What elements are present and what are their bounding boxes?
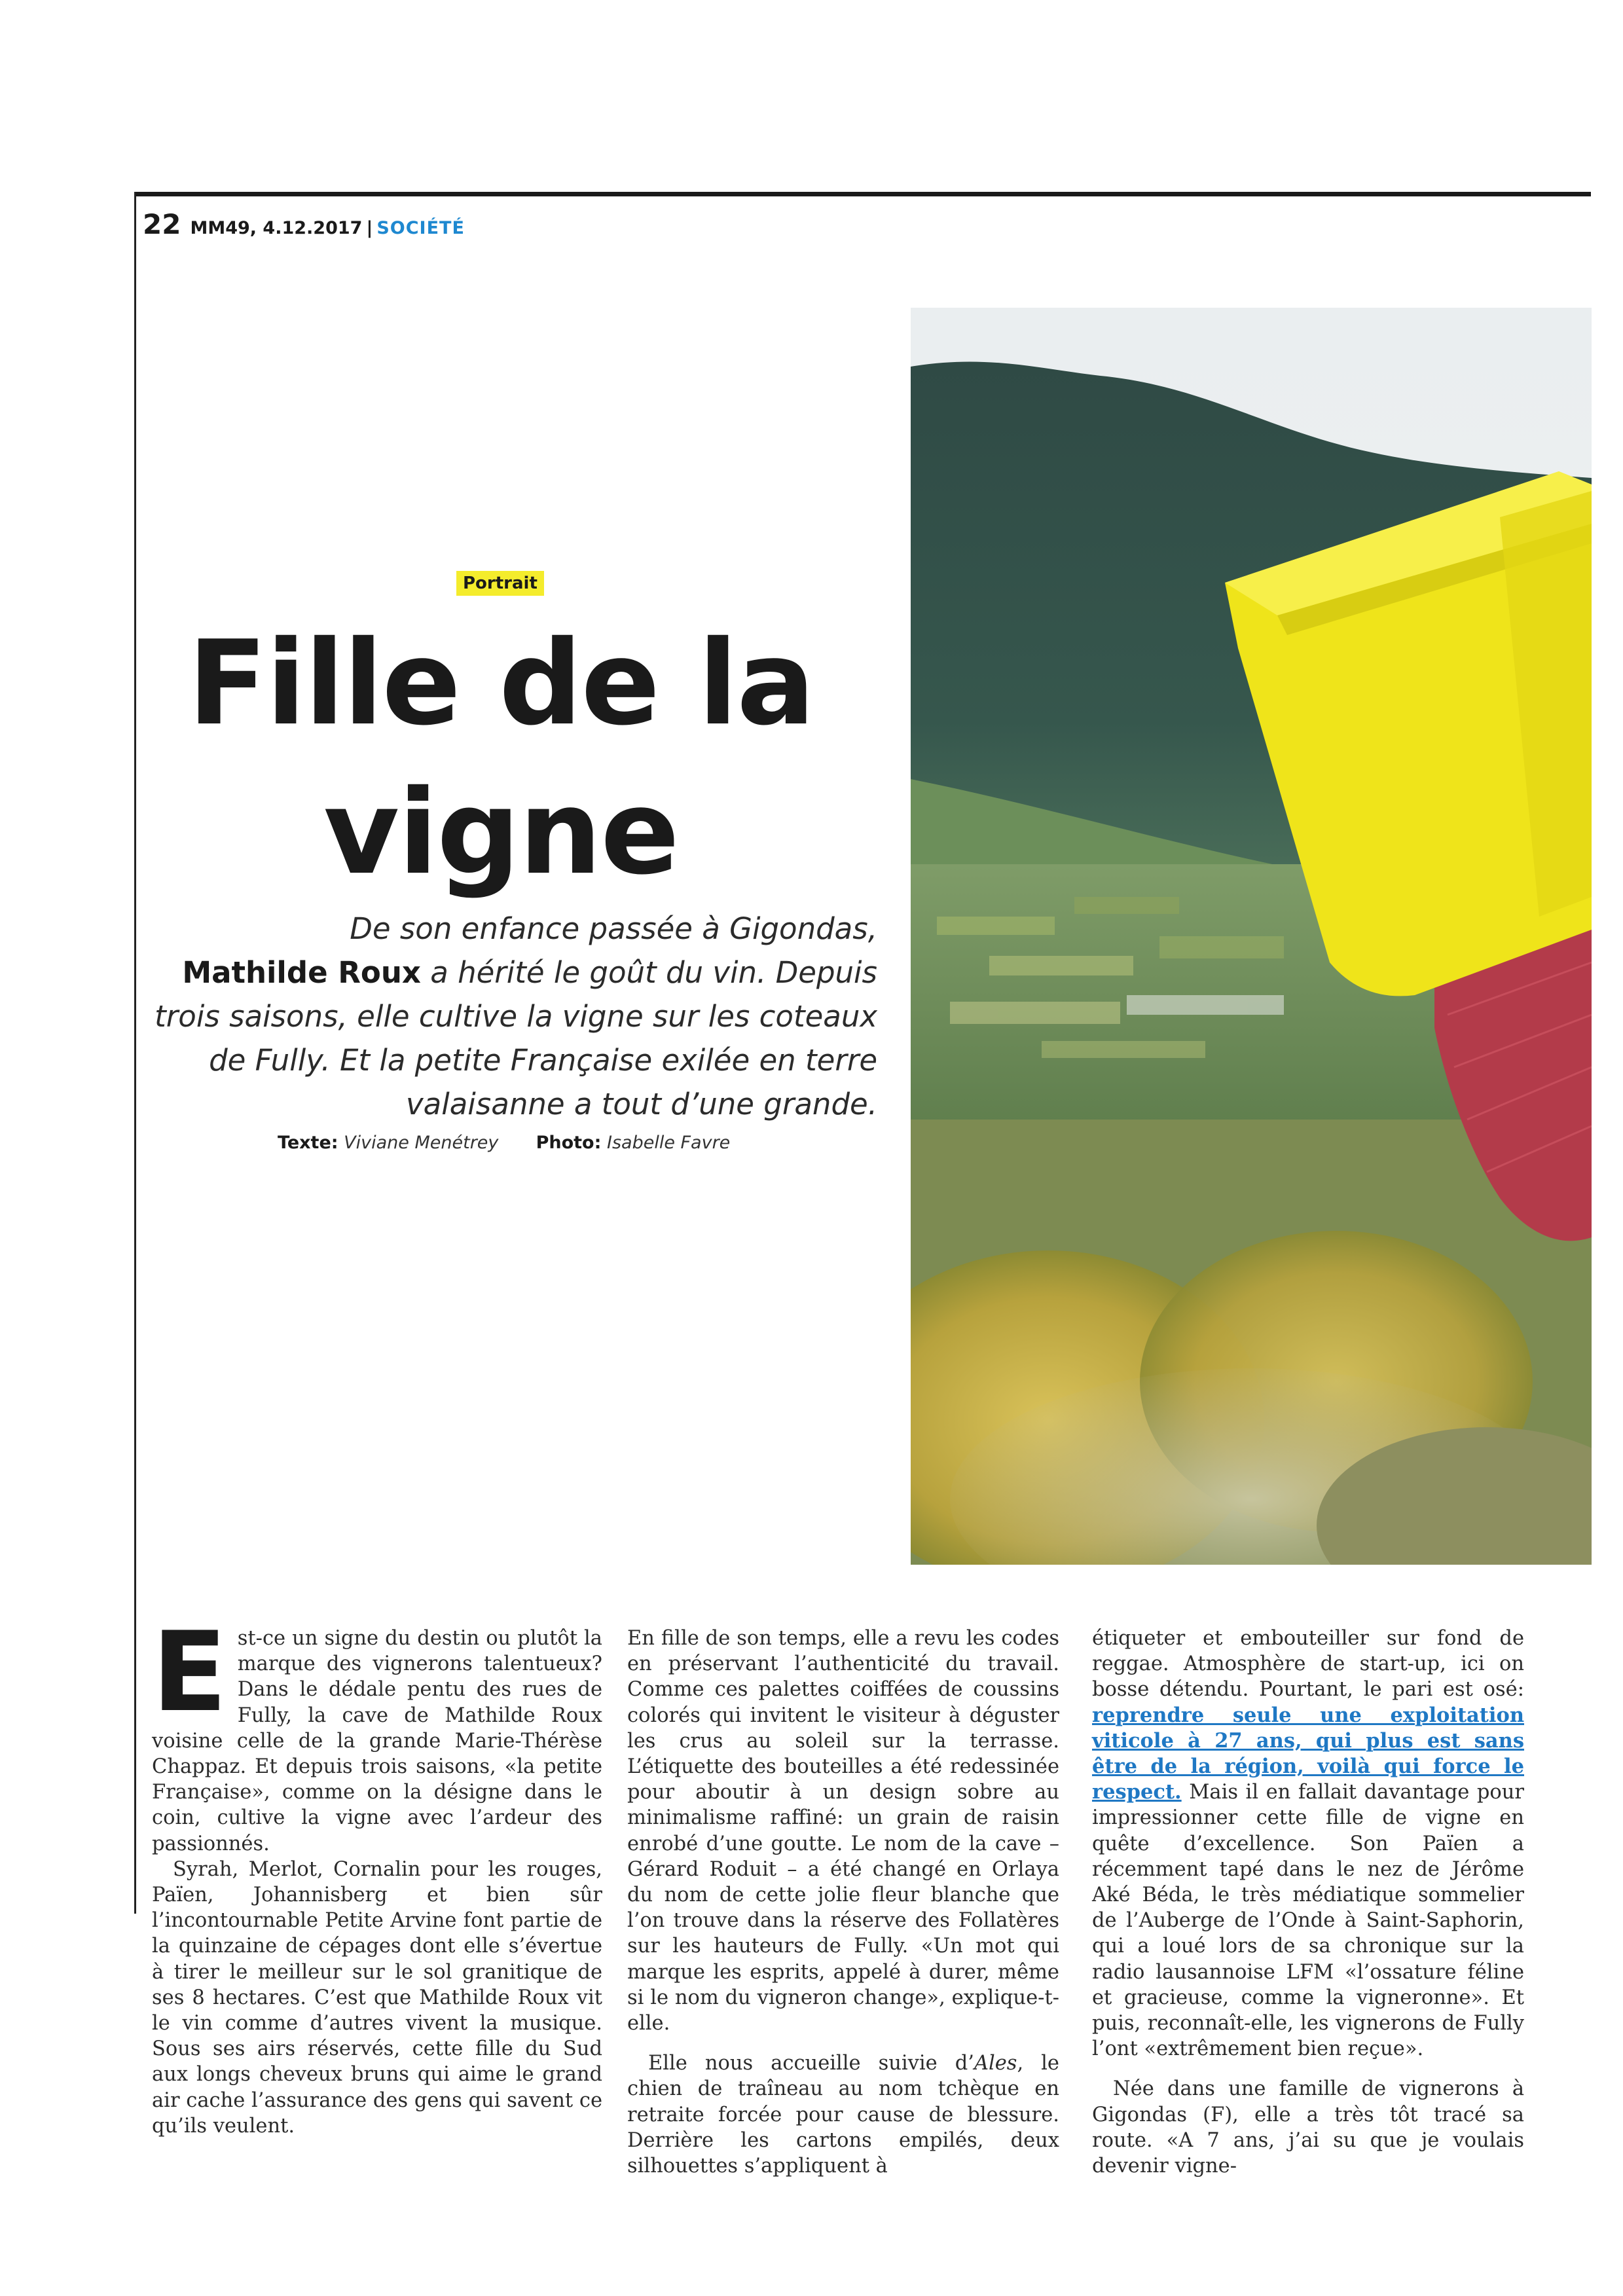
credit-text-name: Viviane Menétrey <box>344 1133 499 1153</box>
dog-name: Ales <box>974 2052 1017 2075</box>
credit-text-label: Texte: <box>278 1133 338 1153</box>
paragraph-1: st-ce un signe du destin ou plutôt la marque des vignerons talentueux? Dans le dédale pentu des rues de Fully, la cave de Mathilde Roux voisine celle de la grande Marie-Thérèse Chappaz. Et depuis trois saisons, «la petite Française», comme on la désigne dans le coin, cultive la vigne avec l’ardeur des passionnés. <box>152 1627 602 1855</box>
lead-part-2: a hérité le goût du vin. Depuis trois saisons, elle cultive la vigne sur les coteaux de Fully. Et la petite Française exilée en terre valaisanne a tout d’une grande. <box>155 955 877 1121</box>
section-label: SOCIÉTÉ <box>376 218 465 238</box>
article-kicker: Portrait <box>456 571 544 596</box>
highlighted-quote: reprendre seule une exploitation viticole à 27 ans, qui plus est sans être de la région, voilà qui force le respect. <box>1092 1703 1524 1804</box>
page-number: 22 <box>143 208 181 240</box>
page-header <box>143 208 465 240</box>
paragraph-5 <box>1092 1626 1524 2062</box>
vineyard-photo <box>911 308 1592 1565</box>
body-column-1 <box>152 1608 602 2139</box>
paragraph-4 <box>627 2050 1059 2179</box>
paragraph-2: Syrah, Merlot, Cornalin pour les rouges, Païen, Johannisberg et bien sûr l’incontournable Petite Arvine font partie de la quinzaine de cépages dont elle s’évertue à tirer le meilleur sur le sol granitique de ses 8 hectares. C’est que Mathilde Roux vit le vin comme d’autres vivent la musique. Sous ses airs réservés, cette fille du Sud aux longs cheveux bruns qui aime le grand air cache l’assurance des gens qui savent ce qu’ils veulent. <box>152 1857 602 2138</box>
paragraph-4-start: Elle nous accueille suivie d’ <box>648 2052 974 2075</box>
article-credits <box>278 1133 730 1153</box>
vineyard-photo-icon <box>911 308 1592 1565</box>
article-title <box>131 609 871 907</box>
paragraph-5-end: Mais il en fallait davantage pour impressionner cette fille de vigne en quête d’excellence. Son Païen a récemment tapé dans le nez de Jérôme Aké Béda, le très médiatique sommelier de l’Auberge de l’Onde à Saint-Saphorin, qui a loué lors de sa chronique sur la radio lausannoise LFM «l’ossature féline et gracieuse, comme la vigneronne». Et puis, reconnaît-elle, les vignerons de Fully l’ont «extrêmement bien reçue». <box>1092 1781 1524 2061</box>
body-column-3 <box>1092 1626 1524 2179</box>
title-line-1: Fille de la <box>187 615 814 751</box>
article-lead <box>151 907 877 1126</box>
drop-cap: E <box>152 1608 227 1736</box>
body-column-2 <box>627 1626 1059 2179</box>
left-margin-rule <box>134 192 136 1914</box>
title-line-2: vigne <box>323 765 678 900</box>
paragraph-5-start: étiqueter et embouteiller sur fond de reggae. Atmosphère de start-up, ici on bosse détendu. Pourtant, le pari est osé: <box>1092 1627 1524 1702</box>
paragraph-4-end: , le chien de traîneau au nom tchèque en retraite forcée pour cause de blessure. Derrière les cartons empilés, deux silhouettes s’appliquent à <box>627 2052 1059 2178</box>
paragraph-6: Née dans une famille de vignerons à Gigondas (F), elle a très tôt tracé sa route. «A 7 ans, j’ai su que je voulais devenir vigne- <box>1092 2077 1524 2178</box>
header-separator: | <box>366 218 373 238</box>
header-rule <box>134 192 1591 196</box>
lead-part-1: De son enfance passée à Gigondas, <box>350 911 877 946</box>
paragraph-3: En fille de son temps, elle a revu les codes en préservant l’authenticité du travail. Comme ces palettes coiffées de coussins colorés qui invitent le visiteur à déguster les crus au soleil sur la terrasse. L’étiquette des bouteilles a été redessinée pour aboutir à un design sobre au minimalisme raffiné: un grain de raisin enrobé d’une goutte. Le nom de la cave – Gérard Roduit – a été changé en Orlaya du nom de cette jolie fleur blanche que l’on trouve dans la réserve des Follatères sur les hauteurs de Fully. «Un mot qui marque les esprits, appelé à durer, même si le nom du vigneron change», explique-t-elle. <box>627 1627 1059 2035</box>
issue-info: MM49, 4.12.2017 <box>190 218 363 238</box>
lead-person-name: Mathilde Roux <box>182 955 421 990</box>
credit-photo-name: Isabelle Favre <box>607 1133 731 1153</box>
credit-photo-label: Photo: <box>536 1133 602 1153</box>
